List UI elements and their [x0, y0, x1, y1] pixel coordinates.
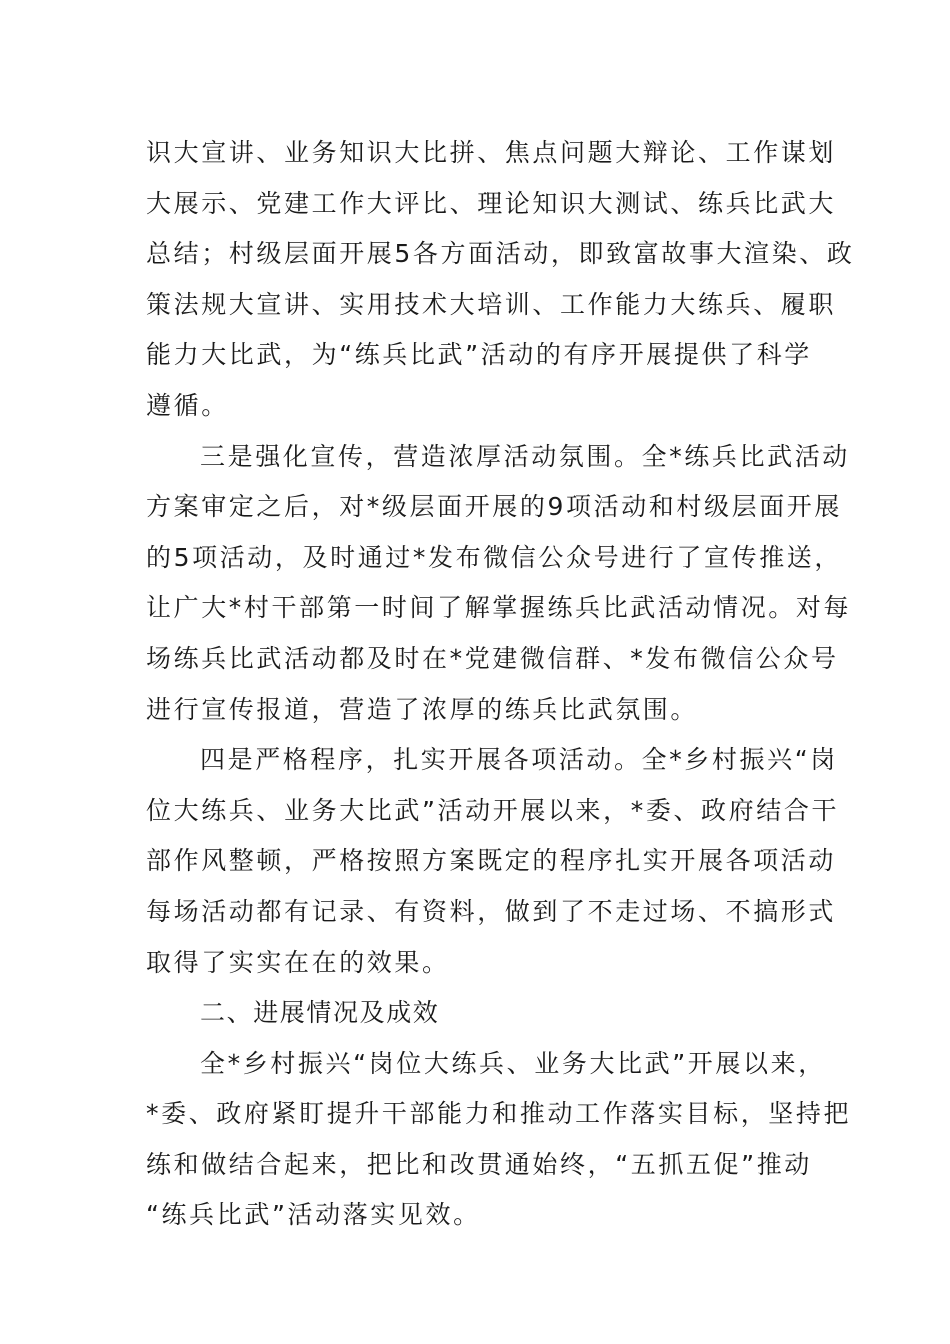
paragraph-start-line: 全*乡村振兴“岗位大练兵、业务大比武”开展以来， — [200, 1048, 826, 1078]
paragraph-start-line: 四是严格程序，扎实开展各项活动。全*乡村振兴“岗 — [200, 745, 838, 775]
text-line: 取得了实实在在的效果。 — [146, 947, 450, 977]
text-line: 位大练兵、业务大比武”活动开展以来，*委、政府结合干 — [146, 795, 840, 825]
text-line: 识大宣讲、业务知识大比拼、焦点问题大辩论、工作谋划 — [146, 138, 837, 167]
text-line: 总结；村级层面开展5各方面活动，即致富故事大渲染、政 — [146, 239, 855, 269]
text-line: 让广大*村干部第一时间了解掌握练兵比武活动情况。对每 — [146, 593, 852, 623]
text-line: *委、政府紧盯提升干部能力和推动工作落实目标，坚持把 — [146, 1099, 852, 1129]
document-body — [146, 128, 855, 1241]
text-line: 每场活动都有记录、有资料，做到了不走过场、不搞形式 — [146, 896, 837, 926]
text-line: 练和做结合起来，把比和改贯通始终，“五抓五促”推动 — [146, 1149, 812, 1179]
text-line: 策法规大宣讲、实用技术大培训、工作能力大练兵、履职 — [146, 289, 837, 319]
text-line: 部作风整顿，严格按照方案既定的程序扎实开展各项活动 — [146, 846, 837, 876]
text-line: 方案审定之后，对*级层面开展的9项活动和村级层面开展 — [146, 492, 843, 522]
section-heading: 二、进展情况及成效 — [200, 998, 440, 1028]
text-line: 场练兵比武活动都及时在*党建微信群、*发布微信公众号 — [146, 643, 839, 673]
text-line: 大展示、党建工作大评比、理论知识大测试、练兵比武大 — [146, 188, 837, 218]
paragraph-start-line: 三是强化宣传，营造浓厚活动氛围。全*练兵比武活动 — [200, 441, 850, 471]
text-line: 遵循。 — [146, 390, 229, 420]
text-line: 能力大比武，为“练兵比武”活动的有序开展提供了科学 — [146, 340, 812, 370]
text-line: 的5项活动，及时通过*发布微信公众号进行了宣传推送， — [146, 542, 843, 572]
text-line: 进行宣传报道，营造了浓厚的练兵比武氛围。 — [146, 694, 699, 724]
text-line: “练兵比武”活动落实见效。 — [146, 1200, 481, 1230]
